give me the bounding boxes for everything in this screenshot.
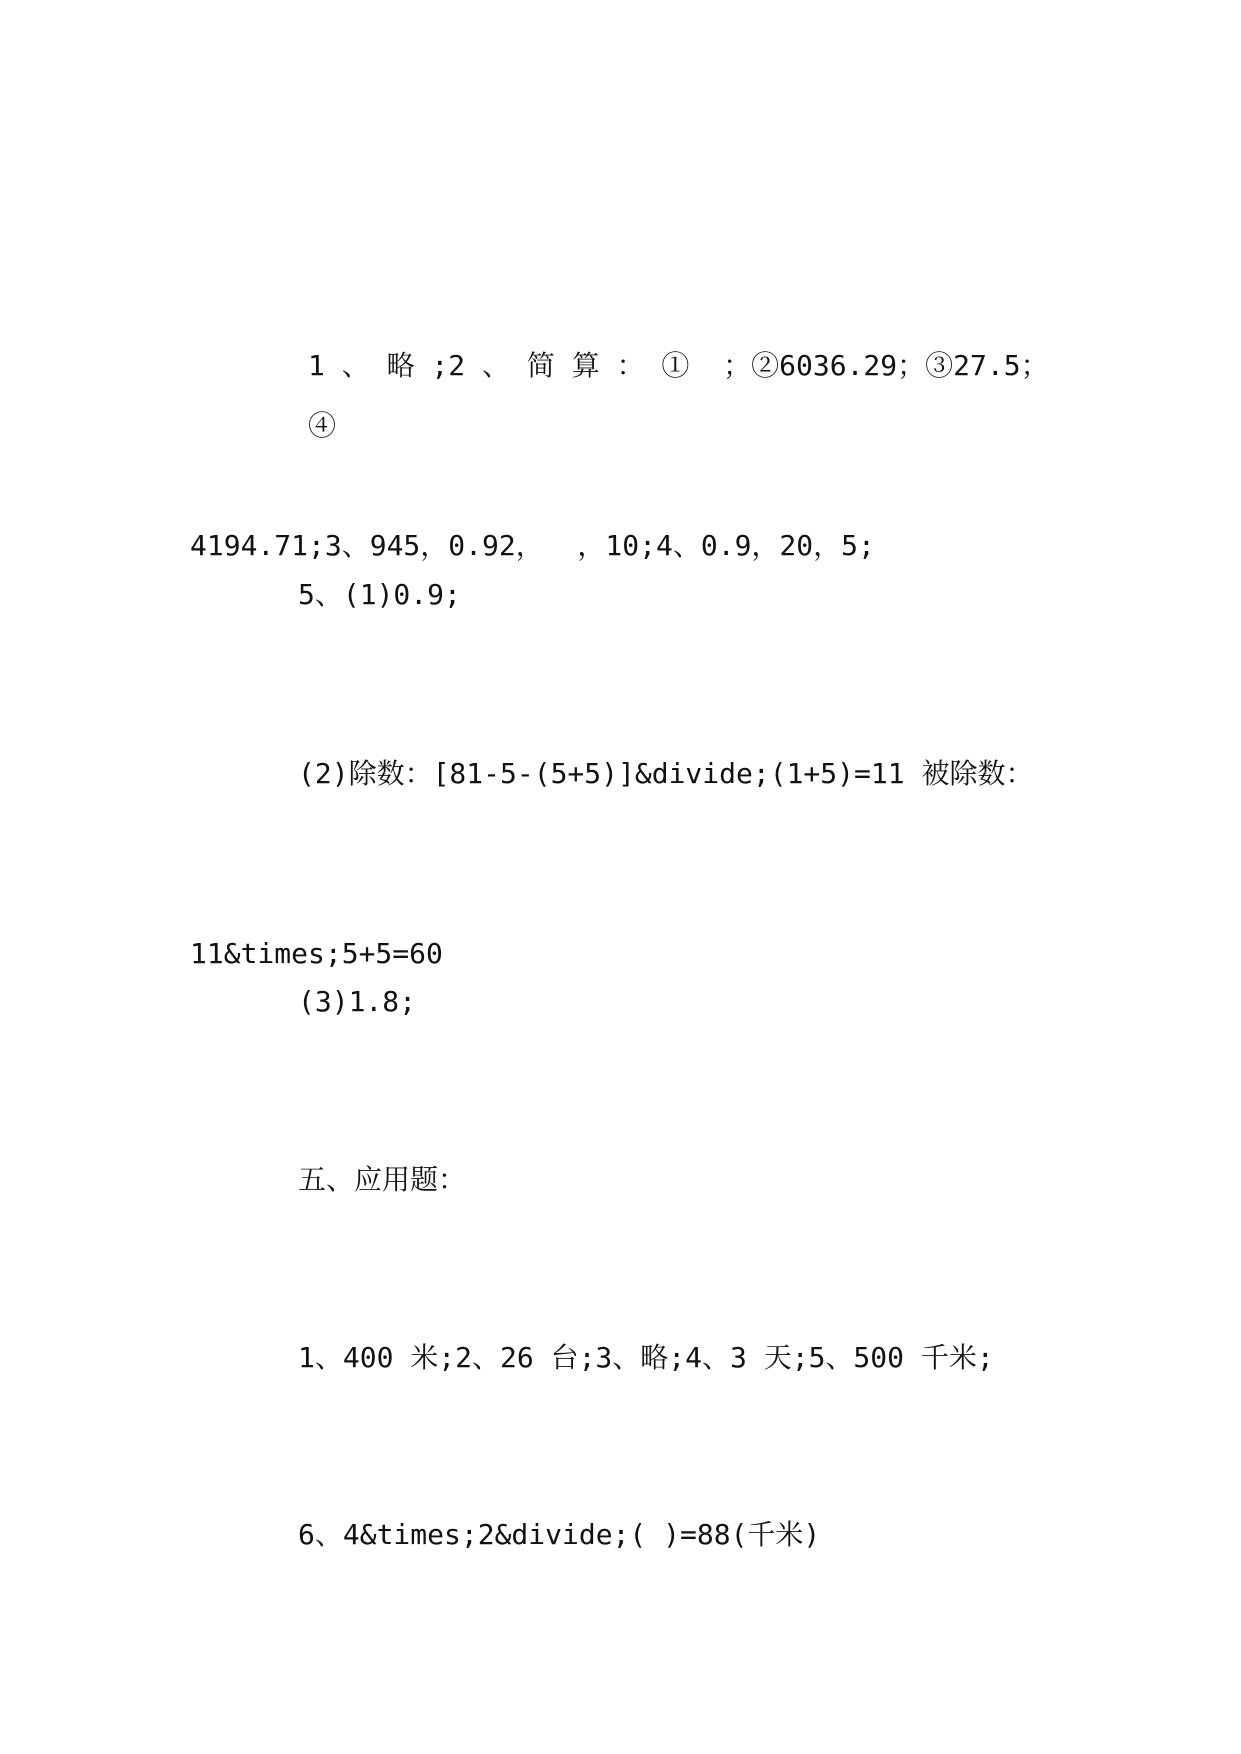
text-line: 五、应用题：: [298, 1163, 467, 1196]
text-line: 1、400 米;2、26 台;3、略;4、3 天;5、500 千米;: [298, 1341, 994, 1374]
text-line: (3)1.8;: [298, 985, 417, 1018]
answer-paragraph-7: [190, 1385, 1070, 1685]
text-line: 5、(1)0.9;: [298, 578, 461, 611]
text-line: 1 、 略 ;2 、 简 算 ： ① ；②6036.29；③27.5；④: [308, 349, 1049, 442]
text-line: (2)除数：[81-5-(5+5)]&divide;(1+5)=11 被除数：: [298, 757, 1034, 790]
text-line: 6、4&times;2&divide;( )=88(千米): [298, 1518, 821, 1551]
text-line: 4194.71;3、945，0.92， ，10;4、0.9，20，5;: [190, 529, 875, 562]
text-line: 11&times;5+5=60: [190, 937, 443, 970]
